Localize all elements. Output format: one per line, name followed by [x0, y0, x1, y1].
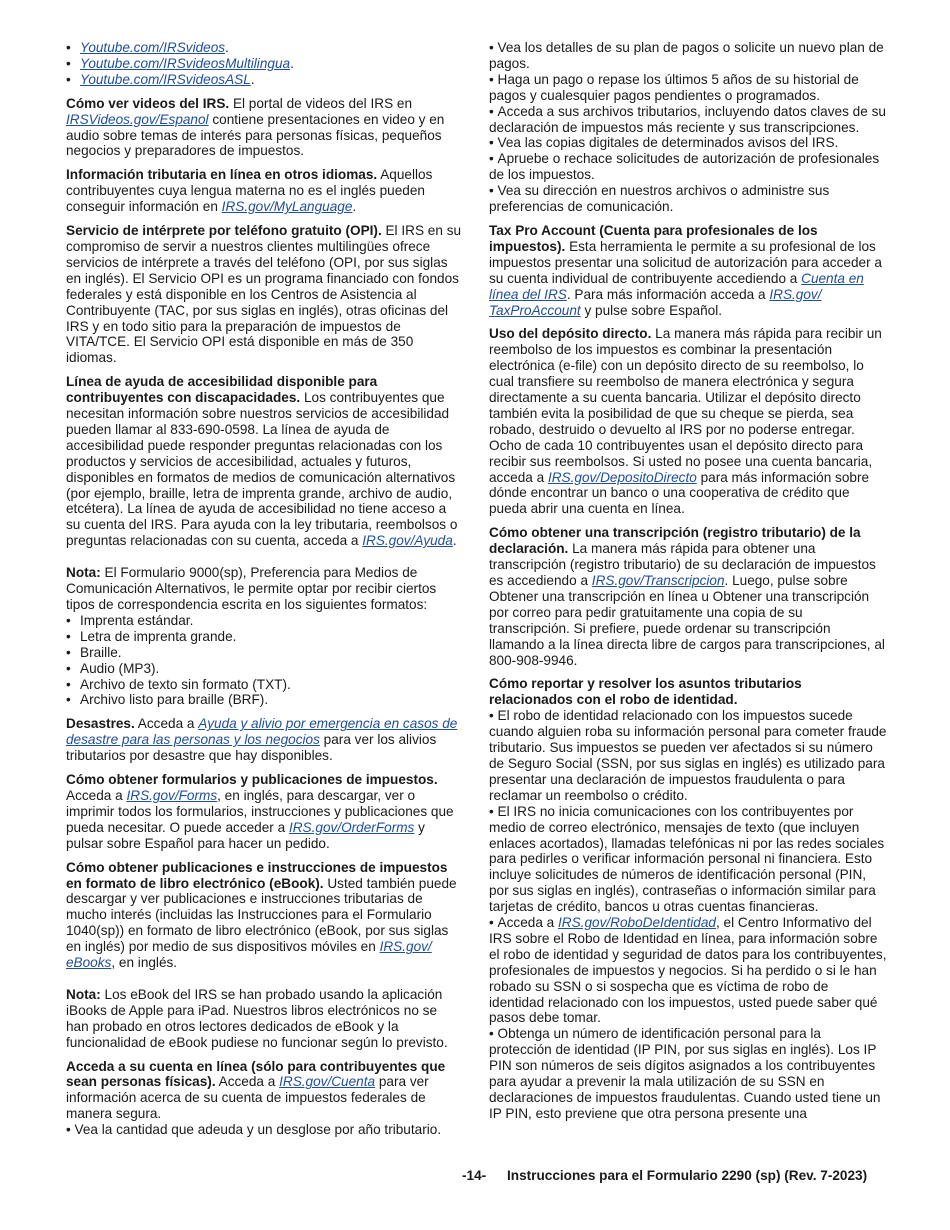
left-column: [66, 40, 462, 1138]
deposito-link[interactable]: IRS.gov/DepositoDirecto: [547, 469, 697, 485]
list-item: • Vea las copias digitales de determinados avisos del IRS.: [489, 135, 887, 151]
taxpro-paragraph: Tax Pro Account (Cuenta para profesionales de los impuestos). Esta herramienta le permite a su profesional de los impuestos presentar una solicitud de autorización para acceder a su cuenta individual de contribuyente accediendo a Cuenta en línea del IRS. Para más información acceda a IRS.gov/ TaxProAccount y pulse sobre Español.: [489, 222, 882, 318]
list-item: • Haga un pago o repase los últimos 5 años de su historial de pagos y cualesquier pagos pendientes o programados.: [489, 72, 887, 104]
list-item: • Youtube.com/IRSvideos.: [66, 40, 462, 56]
list-item: • Braille.: [66, 645, 462, 661]
accesibilidad-paragraph: Línea de ayuda de accesibilidad disponible para contribuyentes con discapacidades. Los contribuyentes que necesitan información sobre nuestros servicios de accesibilidad pueden llamar al 833-690-0598. La línea de ayuda de accesibilidad puede responder preguntas relacionadas con los productos y servicios de accesibilidad, actuales y futuros, disponibles en formatos de medios de comunicación alternativos (por ejemplo, braille, letra de imprenta grande, archivo de audio, etcétera). La línea de ayuda de accesibilidad no tiene acceso a su cuenta del IRS. Para ayuda con la ley tributaria, reembolsos o preguntas relacionadas con su cuenta, acceda a IRS.gov/Ayuda.: [66, 374, 458, 549]
desastres-paragraph: Desastres. Acceda a Ayuda y alivio por emergencia en casos de desastre para las personas y los negocios para ver los alivios tributarios por desastre que hay disponibles.: [66, 716, 458, 764]
transcripcion-paragraph: Cómo obtener una transcripción (registro tributario) de la declaración. La manera más rápida para obtener una transcripción (registro tributario) de su declaración de impuestos es accediendo a IRS.gov/Transcripcion. Luego, pulse sobre Obtener una transcripción en línea u Obtener una transcripción por correo para pedir gratuitamente una copia de su transcripción. Si prefiere, puede ordenar su transcripción llamando a la línea directa libre de cargos para transcripciones, al 800-908-9946.: [489, 525, 885, 668]
list-item: • Acceda a IRS.gov/RoboDeIdentidad, el Centro Informativo del IRS sobre el Robo de Identidad en línea, para información sobre el robo de identidad y seguridad de datos para los contribuyentes, profesionales de impuestos y negocios. Si ha perdido o si le han robado su SSN o si sospecha que es víctima de robo de identidad relacionado con los impuestos, usted puede saber qué pasos debe tomar.: [489, 915, 887, 1026]
transcripcion-heading: Cómo obtener una transcripción (registro tributario) de la declaración.: [489, 525, 861, 557]
list-item: • Vea su dirección en nuestros archivos o administre sus preferencias de comunicación.: [489, 183, 887, 215]
taxpro-heading: Tax Pro Account (Cuenta para profesionales de los impuestos).: [489, 222, 818, 254]
list-item: • Imprenta estándar.: [66, 613, 462, 629]
list-item: • Youtube.com/IRSvideosMultilingua.: [66, 56, 462, 72]
list-item: • Archivo de texto sin formato (TXT).: [66, 677, 462, 693]
list-item: • Letra de imprenta grande.: [66, 629, 462, 645]
list-item: • Vea la cantidad que adeuda y un desglose por año tributario.: [66, 1122, 462, 1138]
cuenta-linea-link[interactable]: Cuenta en línea del IRS: [489, 270, 864, 302]
ayuda-link[interactable]: IRS.gov/Ayuda: [362, 533, 453, 549]
deposito-paragraph: Uso del depósito directo. La manera más rápida para recibir un reembolso de los impuestos es combinar la presentación electrónica (e-file) con un depósito directo de su reembolso, lo cual transfiere su reembolso de manera electrónica y segura directamente a su cuenta bancaria. Utilizar el depósito directo también evita la posibilidad de que su cheque se pierda, sea robado, destruido o devuelto al IRS por no poderse entregar. Ocho de cada 10 contribuyentes usan el depósito directo para recibir sus reembolsos. Si usted no posee una cuenta bancaria, acceda a IRS.gov/DepositoDirecto para más información sobre dónde encontrar un banco o una cooperativa de crédito que pueda abrir una cuenta en línea.: [489, 326, 882, 517]
idiomas-paragraph: Información tributaria en línea en otros idiomas. Aquellos contribuyentes cuya lengua materna no es el inglés pueden conseguir información en IRS.gov/MyLanguage.: [66, 167, 433, 215]
robo-identidad-heading: Cómo reportar y resolver los asuntos tributarios relacionados con el robo de identidad.: [489, 676, 802, 708]
deposito-heading: Uso del depósito directo.: [489, 326, 652, 342]
irsvideos-espanol-link[interactable]: IRSVideos.gov/Espanol: [66, 111, 209, 127]
forms-link[interactable]: IRS.gov/Forms: [126, 787, 218, 803]
idiomas-heading: Información tributaria en línea en otros idiomas.: [66, 167, 378, 183]
list-item: • El IRS no inicia comunicaciones con los contribuyentes por medio de correo electrónico, mensajes de texto (que incluyen enlaces acortados), llamadas telefónicas ni por las redes sociales para pedirles o verificar información personal ni financiera. Esto incluye solicitudes de números de identificación personal (PIN, por sus siglas en inglés), contraseñas o información similar para tarjetas de crédito, bancos u otras cuentas financieras.: [489, 804, 887, 915]
list-item: • Obtenga un número de identificación personal para la protección de identidad (IP PIN, por sus siglas en inglés). Los IP PIN son números de seis dígitos asignados a los contribuyentes para ayudar a prevenir la mala utilización de su SSN en declaraciones de impuestos fraudulentas. Cuando usted tiene un IP PIN, esto previene que otra persona presente una: [489, 1026, 887, 1121]
nota-ebook-heading: Nota:: [66, 986, 101, 1002]
robo-identidad-list: [489, 708, 887, 1122]
list-item: • Youtube.com/IRSvideosASL.: [66, 72, 462, 88]
formularios-paragraph: Cómo obtener formularios y publicaciones de impuestos. Acceda a IRS.gov/Forms, en inglés, para descargar, ver o imprimir todos los formularios, instrucciones y publicaciones que pueda necesitar. O puede acceder a IRS.gov/OrderForms y pulsar sobre Español para hacer un pedido.: [66, 772, 454, 851]
ebook-heading: Cómo obtener publicaciones e instrucciones de impuestos en formato de libro electrónico (eBook).: [66, 859, 448, 891]
mylanguage-link[interactable]: IRS.gov/MyLanguage: [221, 199, 353, 215]
transcripcion-link[interactable]: IRS.gov/Transcripcion: [591, 573, 725, 588]
list-item: • El robo de identidad relacionado con los impuestos sucede cuando alguien roba su información personal para cometer fraude tributario. Sus impuestos se pueden ver afectados si su número de Seguro Social (SSN, por sus siglas en inglés) es utilizado para presentar una declaración de impuestos fraudulenta o para reclamar un reembolso o crédito.: [489, 708, 887, 803]
cuenta-link[interactable]: IRS.gov/Cuenta: [279, 1074, 376, 1090]
orderforms-link[interactable]: IRS.gov/OrderForms: [288, 819, 415, 835]
youtube-irsvideos-link[interactable]: Youtube.com/IRSvideos: [80, 40, 226, 55]
opi-heading: Servicio de intérprete por teléfono gratuito (OPI).: [66, 223, 382, 239]
opi-paragraph: Servicio de intérprete por teléfono gratuito (OPI). El IRS en su compromiso de servir a nuestros clientes multilingües ofrece servicios de intérprete a través del teléfono (OPI, por sus siglas en inglés). El Servicio OPI es un programa financiado con fondos federales y está disponible en los Centros de Asistencia al Contribuyente (TAC, por sus siglas en inglés), otras oficinas del IRS y en todo sitio para la preparación de impuestos de VITA/TCE. El Servicio OPI está disponible en más de 350 idiomas.: [66, 223, 462, 366]
ebook-paragraph: Cómo obtener publicaciones e instrucciones de impuestos en formato de libro electrónico (eBook). Usted también puede descargar y ver publicaciones e instrucciones tributarias de mucho interés (incluidas las Instrucciones para el Formulario 1040(sp)) en formato de libro electrónico (eBook, por sus siglas en inglés) por medio de sus dispositivos móviles en IRS.gov/ eBooks, en inglés.: [66, 859, 457, 971]
videos-heading: Cómo ver videos del IRS.: [66, 95, 230, 111]
videos-paragraph: Cómo ver videos del IRS. El portal de videos del IRS en IRSVideos.gov/Espanol contiene presentaciones en video y en audio sobre temas de interés para personas físicas, pequeños negocios y preparadores de impuestos.: [66, 95, 445, 159]
footer-title: Instrucciones para el Formulario 2290 (sp) (Rev. 7-2023): [507, 1168, 868, 1183]
ayuda-desastre-link[interactable]: Ayuda y alivio por emergencia en casos de desastre para las personas y los negocios: [66, 716, 458, 748]
format-list: [66, 613, 462, 708]
cuenta-heading: Acceda a su cuenta en línea (sólo para contribuyentes que sean personas físicas).: [66, 1058, 446, 1090]
nota-9000-paragraph: Nota: El Formulario 9000(sp), Preferencia para Medios de Comunicación Alternativos, le permite optar por recibir ciertos tipos de correspondencia escrita en los siguientes formatos:: [66, 565, 437, 612]
cuenta-bullet-list: [489, 40, 887, 215]
list-item: • Apruebe o rechace solicitudes de autorización de profesionales de los impuestos.: [489, 151, 887, 183]
list-item: • Acceda a sus archivos tributarios, incluyendo datos claves de su declaración de impuestos más reciente y sus transcripciones.: [489, 104, 887, 136]
robo-identidad-link[interactable]: IRS.gov/RoboDeIdentidad: [558, 915, 716, 931]
cuenta-paragraph: Acceda a su cuenta en línea (sólo para contribuyentes que sean personas físicas). Acceda a IRS.gov/Cuenta para ver información acerca de su cuenta de impuestos federales de manera segura.: [66, 1058, 446, 1122]
right-column: [489, 40, 887, 1122]
ebooks-link[interactable]: IRS.gov/ eBooks: [66, 939, 432, 971]
list-item: • Vea los detalles de su plan de pagos o solicite un nuevo plan de pagos.: [489, 40, 887, 72]
list-item: • Audio (MP3).: [66, 661, 462, 677]
page-number: -14-: [462, 1168, 487, 1183]
formularios-heading: Cómo obtener formularios y publicaciones de impuestos.: [66, 772, 438, 788]
youtube-link-list: [66, 40, 462, 88]
taxproaccount-link[interactable]: IRS.gov/ TaxProAccount: [489, 286, 822, 318]
nota-ebook-paragraph: Nota: Los eBook del IRS se han probado usando la aplicación iBooks de Apple para iPad. Nuestros libros electrónicos no se han probado en otros lectores dedicados de eBook y la funcionalidad de eBook pudiese no funcionar según lo previsto.: [66, 986, 448, 1050]
accesibilidad-heading: Línea de ayuda de accesibilidad disponible para contribuyentes con discapacidades.: [66, 374, 378, 406]
youtube-multilingua-link[interactable]: Youtube.com/IRSvideosMultilingua: [80, 55, 291, 71]
youtube-asl-link[interactable]: Youtube.com/IRSvideosASL: [80, 71, 251, 87]
nota-heading: Nota:: [66, 565, 101, 581]
desastres-heading: Desastres.: [66, 716, 135, 732]
list-item: • Archivo listo para braille (BRF).: [66, 692, 462, 708]
